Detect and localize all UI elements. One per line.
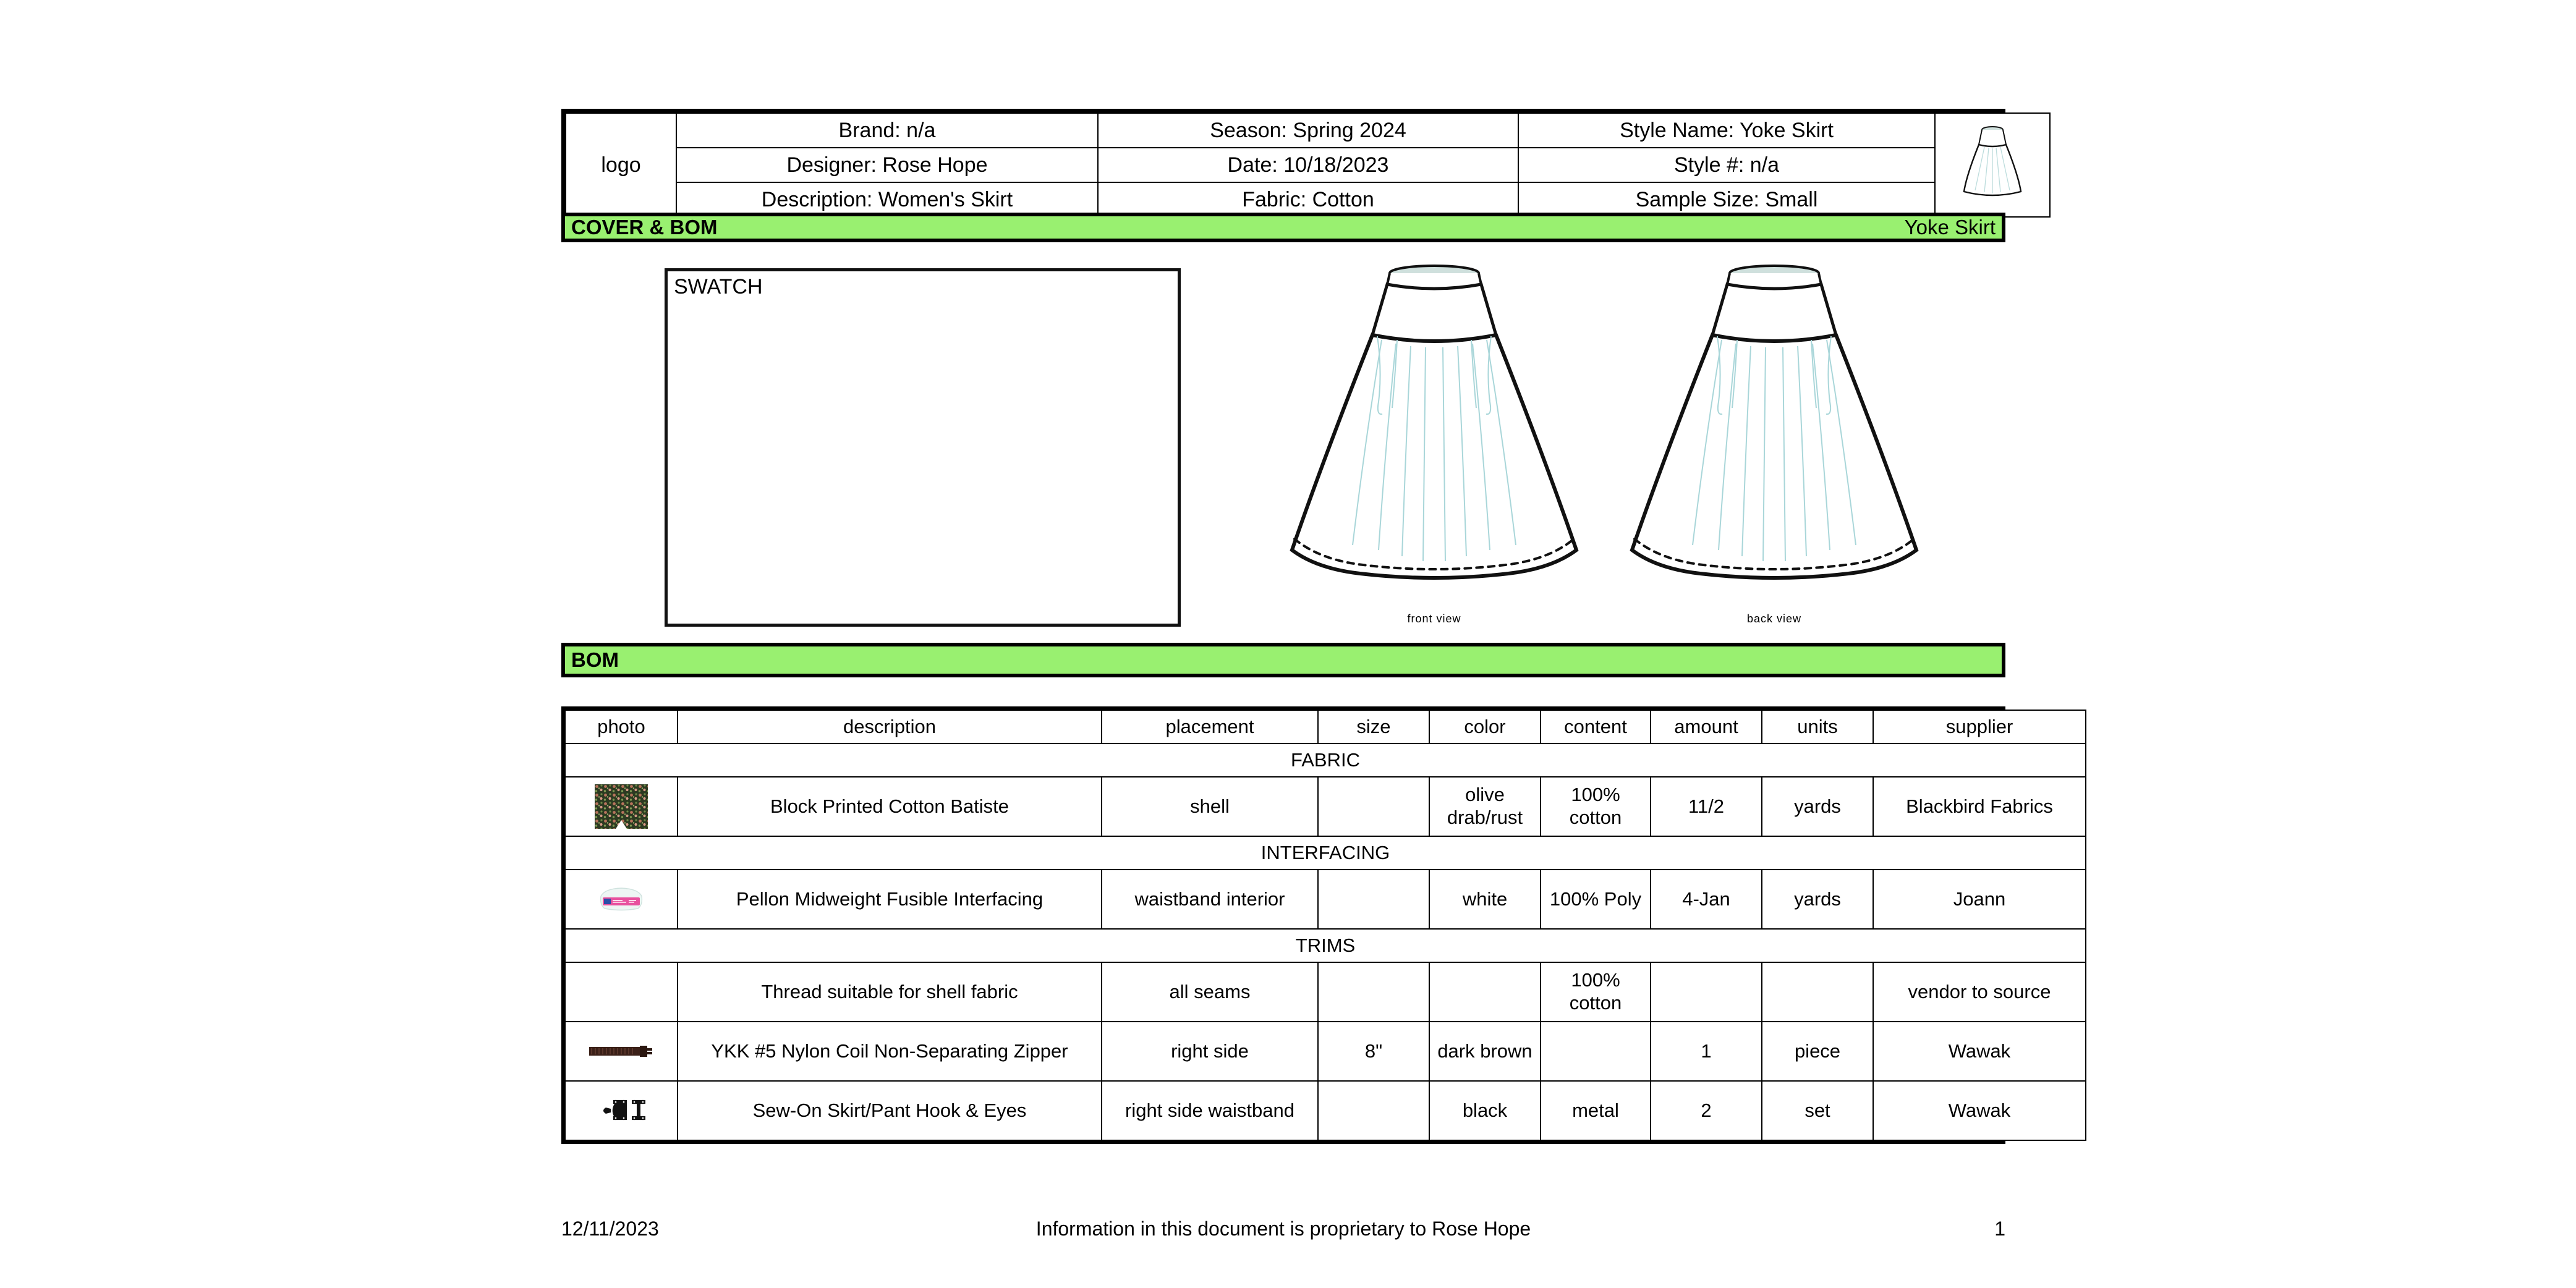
bom-cell-description: Pellon Midweight Fusible Interfacing — [678, 870, 1102, 929]
bom-col-color: color — [1429, 710, 1541, 744]
table-row — [565, 962, 2086, 1022]
bom-table — [561, 706, 2053, 1144]
bom-cell-supplier: Blackbird Fabrics — [1873, 777, 2086, 836]
floral-block-print-swatch-icon — [565, 777, 678, 836]
bom-cell-amount: 11/2 — [1651, 777, 1762, 836]
bom-cell-content: metal — [1541, 1081, 1651, 1140]
bom-cell-content — [1541, 1022, 1651, 1081]
bom-cell-content: 100% Poly — [1541, 870, 1651, 929]
header-date: Date: 10/18/2023 — [1098, 148, 1518, 182]
bom-cell-supplier: Joann — [1873, 870, 2086, 929]
bom-cell-description: YKK #5 Nylon Coil Non-Separating Zipper — [678, 1022, 1102, 1081]
bom-cell-supplier: Wawak — [1873, 1022, 2086, 1081]
bom-cell-placement: shell — [1102, 777, 1318, 836]
bom-cell-size: 8" — [1318, 1022, 1429, 1081]
bom-cell-amount — [1651, 962, 1762, 1022]
table-row — [565, 1022, 2086, 1081]
bom-col-placement: placement — [1102, 710, 1318, 744]
header-style-name: Style Name: Yoke Skirt — [1518, 113, 1935, 148]
bom-cell-placement: right side — [1102, 1022, 1318, 1081]
sketch-caption-front: front view — [1407, 612, 1461, 625]
bom-cell-units: set — [1762, 1081, 1873, 1140]
header-season: Season: Spring 2024 — [1098, 113, 1518, 148]
cover-and-bom-banner — [561, 213, 2005, 242]
bom-cell-placement: right side waistband — [1102, 1081, 1318, 1140]
header-sample-size: Sample Size: Small — [1518, 182, 1935, 217]
swatch-label: SWATCH — [674, 275, 763, 299]
bom-cell-color: white — [1429, 870, 1541, 929]
bom-col-photo: photo — [565, 710, 678, 744]
header-row — [566, 148, 2050, 182]
bom-banner-title: BOM — [571, 648, 619, 671]
pellon-interfacing-roll-icon — [565, 870, 678, 929]
table-row — [565, 777, 2086, 836]
bom-cell-amount: 2 — [1651, 1081, 1762, 1140]
footer-page-number: 1 — [1994, 1218, 2005, 1240]
hook-and-eye-svg — [595, 1089, 648, 1132]
sketch-caption-back: back view — [1746, 612, 1802, 625]
bom-cell-photo-empty — [565, 962, 678, 1022]
bom-cell-size — [1318, 1081, 1429, 1140]
bom-header-row — [565, 710, 2086, 744]
table-row — [565, 870, 2086, 929]
bom-section-label-interfacing: INTERFACING — [565, 836, 2086, 870]
bom-cell-color: dark brown — [1429, 1022, 1541, 1081]
bom-cell-description: Block Printed Cotton Batiste — [678, 777, 1102, 836]
header-style-number: Style #: n/a — [1518, 148, 1935, 182]
bom-cell-units: piece — [1762, 1022, 1873, 1081]
bom-cell-units: yards — [1762, 870, 1873, 929]
bom-cell-placement: waistband interior — [1102, 870, 1318, 929]
bom-cell-supplier: Wawak — [1873, 1081, 2086, 1140]
hook-and-eye-set-icon — [565, 1081, 678, 1140]
header-brand: Brand: n/a — [676, 113, 1098, 148]
bom-col-description: description — [678, 710, 1102, 744]
skirt-thumbnail-icon — [1935, 113, 2050, 217]
bom-cell-amount: 4-Jan — [1651, 870, 1762, 929]
interfacing-roll-svg — [595, 879, 648, 920]
header-info-table — [561, 109, 2005, 221]
bom-banner — [561, 643, 2005, 677]
bom-cell-units — [1762, 962, 1873, 1022]
bom-cell-color: black — [1429, 1081, 1541, 1140]
header-row — [566, 182, 2050, 217]
page-footer — [561, 1218, 2005, 1245]
bom-section-label-fabric: FABRIC — [565, 744, 2086, 777]
header-designer: Designer: Rose Hope — [676, 148, 1098, 182]
table-row — [565, 1081, 2086, 1140]
footer-notice: Information in this document is proprietary to Rose Hope — [1035, 1218, 1531, 1240]
bom-cell-amount: 1 — [1651, 1022, 1762, 1081]
bom-cell-content: 100% cotton — [1541, 962, 1651, 1022]
bom-col-supplier: supplier — [1873, 710, 2086, 744]
footer-date: 12/11/2023 — [561, 1218, 659, 1240]
bom-cell-color — [1429, 962, 1541, 1022]
swatch-box — [665, 268, 1181, 627]
bom-cell-units: yards — [1762, 777, 1873, 836]
cover-banner-title: COVER & BOM — [571, 216, 718, 239]
zipper-svg — [587, 1039, 656, 1064]
skirt-back-flat-sketch — [1613, 260, 1935, 630]
bom-col-content: content — [1541, 710, 1651, 744]
bom-cell-color: olive drab/rust — [1429, 777, 1541, 836]
bom-cell-size — [1318, 777, 1429, 836]
header-fabric: Fabric: Cotton — [1098, 182, 1518, 217]
bom-section-row — [565, 929, 2086, 962]
skirt-thumbnail-svg — [1955, 122, 2030, 203]
cover-banner-style-name: Yoke Skirt — [1904, 216, 1996, 239]
bom-cell-supplier: vendor to source — [1873, 962, 2086, 1022]
skirt-back-sketch-svg — [1613, 260, 1935, 630]
bom-cell-description: Sew-On Skirt/Pant Hook & Eyes — [678, 1081, 1102, 1140]
zipper-dark-brown-icon — [565, 1022, 678, 1081]
header-description: Description: Women's Skirt — [676, 182, 1098, 217]
bom-cell-content: 100% cotton — [1541, 777, 1651, 836]
bom-cell-size — [1318, 962, 1429, 1022]
bom-section-row — [565, 836, 2086, 870]
bom-section-label-trims: TRIMS — [565, 929, 2086, 962]
skirt-front-sketch-svg — [1273, 260, 1595, 630]
skirt-front-flat-sketch — [1273, 260, 1595, 630]
bom-col-size: size — [1318, 710, 1429, 744]
header-row — [566, 113, 2050, 148]
bom-section-row — [565, 744, 2086, 777]
bom-cell-size — [1318, 870, 1429, 929]
bom-col-units: units — [1762, 710, 1873, 744]
logo-cell: logo — [566, 113, 676, 217]
bom-cell-description: Thread suitable for shell fabric — [678, 962, 1102, 1022]
bom-cell-placement: all seams — [1102, 962, 1318, 1022]
bom-col-amount: amount — [1651, 710, 1762, 744]
fabric-swatch-svg — [595, 784, 648, 829]
